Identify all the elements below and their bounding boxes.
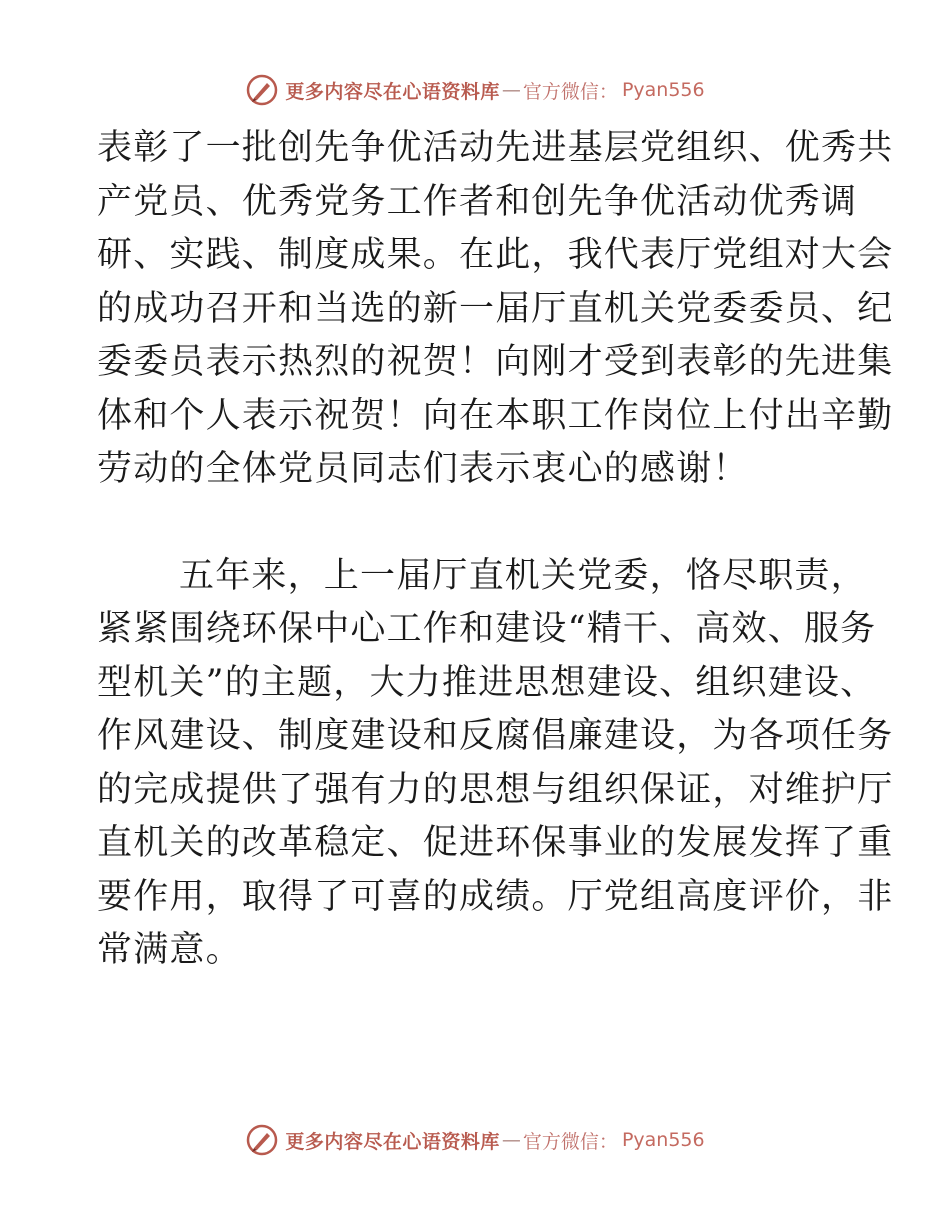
header-watermark — [0, 70, 950, 110]
text-line: 要作用，取得了可喜的成绩。厅党组高度评价，非 — [97, 876, 894, 917]
text-line: 产党员、优秀党务工作者和创先争优活动优秀调 — [97, 181, 858, 222]
watermark-text: 更多内容尽在心语资料库 — [285, 80, 500, 103]
watermark-label: 官方微信： — [522, 80, 618, 103]
text-line: 直机关的改革稳定、促进环保事业的发展发挥了重 — [97, 823, 894, 863]
text-line: 体和个人表示祝贺！向在本职工作岗位上付出辛勤 — [97, 395, 894, 436]
pen-logo-icon — [245, 1123, 279, 1157]
text-line: 表彰了一批创先争优活动先进基层党组织、优秀共 — [97, 128, 894, 168]
text-line: 的完成提供了强有力的思想与组织保证，对维护厅 — [97, 769, 894, 810]
text-line: 研、实践、制度成果。在此，我代表厅党组对大会 — [97, 235, 894, 275]
watermark-wechat-id: Pyan556 — [621, 1129, 705, 1151]
text-line: 委委员表示热烈的祝贺！向刚才受到表彰的先进集 — [97, 342, 894, 382]
text-line: 五年来，上一届厅直机关党委，恪尽职责， — [179, 555, 867, 596]
footer-watermark — [0, 1120, 950, 1160]
watermark-wechat-id: Pyan556 — [621, 79, 705, 101]
document-body — [97, 122, 894, 978]
watermark-label: 官方微信： — [522, 1130, 618, 1153]
text-line: 常满意。 — [97, 930, 242, 970]
text-line: 的成功召开和当选的新一届厅直机关党委委员、纪 — [97, 288, 894, 329]
text-line: 作风建设、制度建设和反腐倡廉建设，为各项任务 — [97, 716, 894, 756]
text-line: 型机关”的主题，大力推进思想建设、组织建设、 — [97, 662, 877, 703]
text-line: 劳动的全体党员同志们表示衷心的感谢！ — [97, 449, 749, 489]
pen-logo-icon — [245, 73, 279, 107]
paragraph-gap — [97, 497, 857, 550]
text-line: 紧紧围绕环保中心工作和建设“精干、高效、服务 — [97, 609, 877, 649]
watermark-text: 更多内容尽在心语资料库 — [285, 1130, 500, 1153]
watermark-separator: — — [501, 79, 521, 101]
watermark-separator: — — [501, 1129, 521, 1151]
